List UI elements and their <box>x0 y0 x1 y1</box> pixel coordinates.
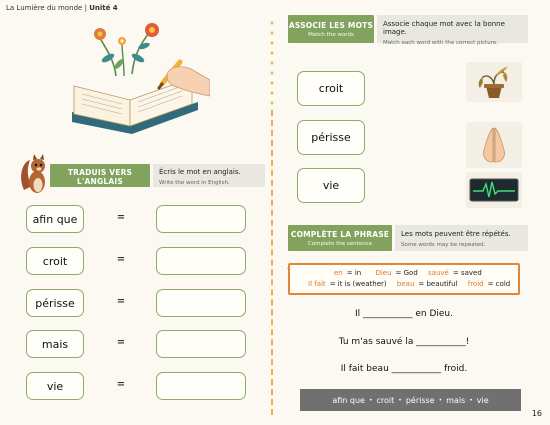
equals-sign: = <box>116 379 126 390</box>
sentence-3[interactable]: Il fait beau ___________ froid. <box>340 364 468 374</box>
heart-monitor-icon[interactable] <box>466 172 522 208</box>
word-bank-item: mais <box>446 395 466 405</box>
squirrel-icon <box>20 150 48 196</box>
complete-title: COMPLÈTE LA PHRASE <box>290 230 390 239</box>
translate-instruction-box <box>153 164 265 187</box>
complete-subtitle: Complete the sentence <box>307 241 373 247</box>
complete-instruction-en: Some words may be repeated. <box>401 242 486 248</box>
match-instruction: Associe chaque mot avec la bonne image. <box>383 20 505 36</box>
match-title: ASSOCIE LES MOTS <box>288 21 374 30</box>
word-bank-separator: • <box>368 396 373 404</box>
vocab-fr: beau <box>396 280 415 288</box>
flower-left-icon <box>94 28 106 40</box>
vocab-en: = in <box>346 269 362 277</box>
vocab-fr: froid <box>467 280 484 288</box>
vocab-en: = saved <box>452 269 482 277</box>
vocab-fr: Il fait <box>308 280 326 288</box>
word-bank-separator: • <box>438 396 443 404</box>
match-word-3[interactable]: vie <box>297 168 365 203</box>
word-bank-separator: • <box>469 396 473 404</box>
page-header <box>6 4 118 12</box>
sentence-1[interactable]: Il ___________ en Dieu. <box>354 309 453 319</box>
match-word-2[interactable]: périsse <box>297 120 365 155</box>
header-separator: | <box>84 4 87 12</box>
vocab-en: = it is (weather) <box>329 280 387 288</box>
translate-word-1: afin que <box>26 205 84 233</box>
translate-subtitle: Translate to English <box>73 188 127 194</box>
word-bank-item: afin que <box>332 395 365 405</box>
word-bank-separator: • <box>398 396 402 404</box>
match-word-1[interactable]: croit <box>297 71 365 106</box>
book-illustration <box>64 14 210 140</box>
translate-word-2: croit <box>26 247 84 275</box>
translate-instruction-en: Write the word in English. <box>159 180 230 186</box>
translate-answer-box-3[interactable] <box>156 289 246 317</box>
vocabulary-box <box>288 263 520 295</box>
vocab-fr: Dieu <box>375 269 392 277</box>
translate-section-title <box>50 164 150 194</box>
vocab-en: = beautiful <box>418 280 458 288</box>
book-title: La Lumière du monde <box>6 4 83 12</box>
translate-answer-box-4[interactable] <box>156 330 246 358</box>
unit-label: Unité 4 <box>89 4 118 12</box>
match-instruction-box <box>377 15 528 46</box>
complete-instruction-box <box>395 225 528 251</box>
word-bank-item: vie <box>476 395 489 405</box>
translate-answer-box-5[interactable] <box>156 372 246 400</box>
flower-right-icon <box>145 23 159 37</box>
page-number: 16 <box>531 409 542 418</box>
vocab-row-2 <box>308 279 512 290</box>
translate-answer-box-1[interactable] <box>156 205 246 233</box>
match-subtitle: Match the words <box>308 32 354 38</box>
complete-instruction: Les mots peuvent être répétés. <box>401 230 511 238</box>
page-divider <box>271 110 273 415</box>
praying-hands-icon[interactable] <box>466 122 522 168</box>
vocab-fr: en <box>334 269 343 277</box>
translate-word-5: vie <box>26 372 84 400</box>
wilted-plant-icon[interactable] <box>466 62 522 102</box>
vocab-en: = God <box>395 269 418 277</box>
equals-sign: = <box>116 212 126 223</box>
translate-title: TRADUIS VERS L'ANGLAIS <box>67 168 133 186</box>
translate-answer-box-2[interactable] <box>156 247 246 275</box>
vocab-row-1 <box>308 268 512 279</box>
equals-sign: = <box>116 337 126 348</box>
match-section-title <box>288 15 374 43</box>
equals-sign: = <box>116 296 126 307</box>
translate-word-4: mais <box>26 330 84 358</box>
complete-section-title <box>288 225 392 251</box>
vocab-en: = cold <box>487 280 511 288</box>
word-bank <box>300 389 521 411</box>
match-instruction-en: Match each word with the correct picture. <box>383 40 498 46</box>
word-bank-item: périsse <box>405 395 435 405</box>
vocab-fr: sauvé <box>428 269 449 277</box>
translate-instruction: Écris le mot en anglais. <box>159 168 241 176</box>
word-bank-item: croit <box>376 395 395 405</box>
equals-sign: = <box>116 254 126 265</box>
translate-word-3: périsse <box>26 289 84 317</box>
sentence-2[interactable]: Tu m'as sauvé la ___________! <box>338 337 470 347</box>
divider-dots <box>268 18 276 108</box>
